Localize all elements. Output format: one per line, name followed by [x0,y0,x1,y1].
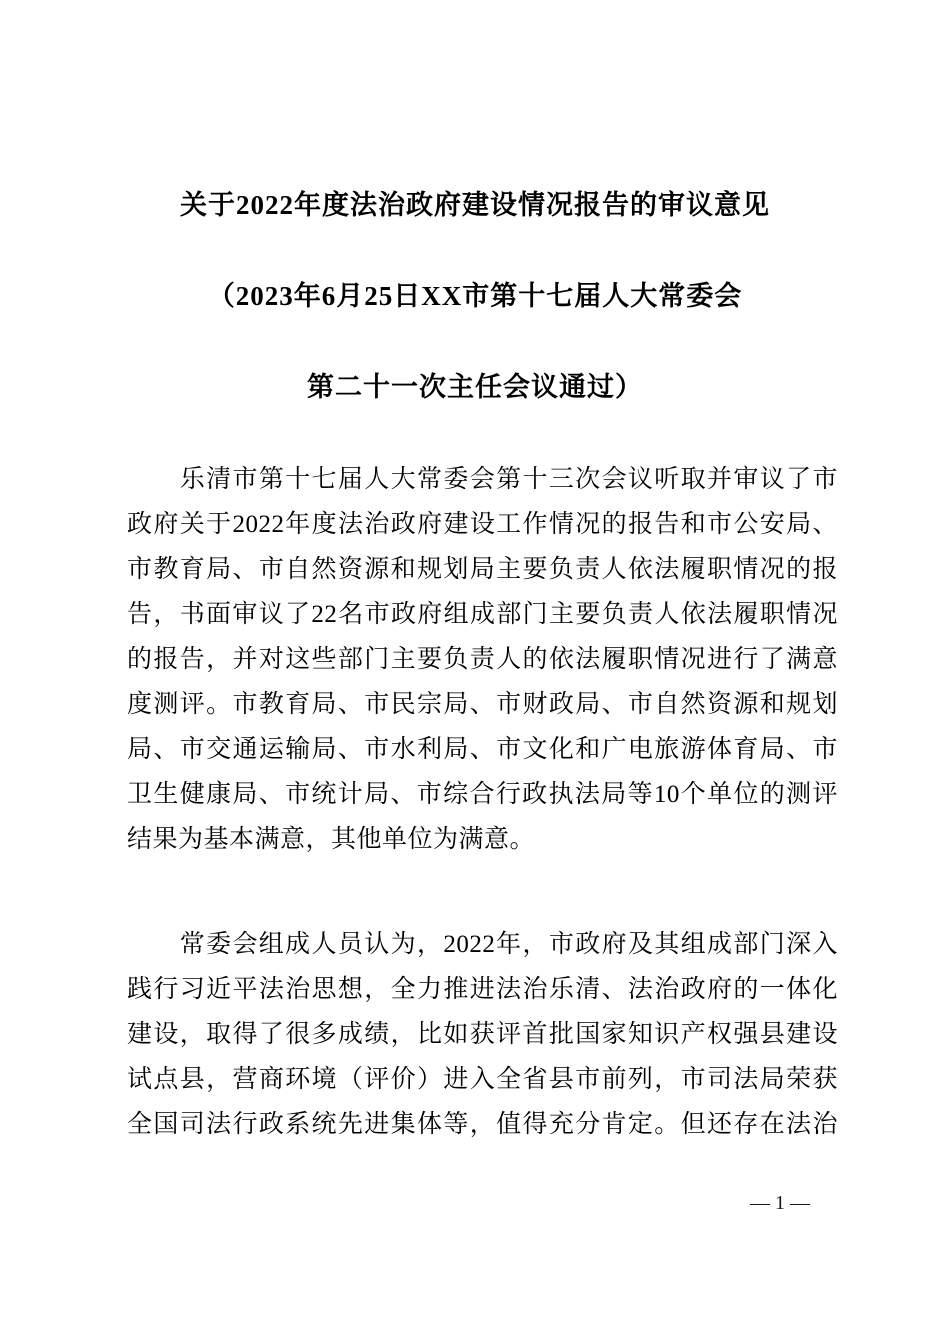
body-text-line: 乐清市第十七届人大常委会第十三次会议听取并审议了市 [127,466,838,493]
paragraph-2 [127,922,838,1147]
body-text-line: 试点县，营商环境（评价）进入全省县市前列，市司法局荣获 [127,1066,838,1093]
body-text-line: 的报告，并对这些部门主要负责人的依法履职情况进行了满意 [127,646,838,673]
doc-body [127,457,838,1147]
body-text-line: 度测评。市教育局、市民宗局、市财政局、市自然资源和规划 [127,691,838,718]
page-number: — 1 — [750,1192,810,1214]
doc-title [0,160,950,433]
body-text-line: 践行习近平法治思想，全力推进法治乐清、法治政府的一体化 [127,976,838,1003]
doc-title-line: 第二十一次主任会议通过） [307,372,643,402]
body-text-line: 市教育局、市自然资源和规划局主要负责人依法履职情况的报 [127,556,838,583]
body-text-line: 告，书面审议了22名市政府组成部门主要负责人依法履职情况 [127,601,838,628]
doc-title-line: 关于2022年度法治政府建设情况报告的审议意见 [180,190,770,220]
body-text-line: 常委会组成人员认为，2022年，市政府及其组成部门深入 [127,931,838,958]
body-text-line: 全国司法行政系统先进集体等，值得充分肯定。但还存在法治 [127,1111,838,1138]
doc-title-line: （2023年6月25日XX市第十七届人大常委会 [207,281,743,311]
paragraph-1 [127,457,838,862]
body-text-line: 结果为基本满意，其他单位为满意。 [127,826,536,853]
body-text-line: 政府关于2022年度法治政府建设工作情况的报告和市公安局、 [127,511,838,538]
body-text-line: 卫生健康局、市统计局、市综合行政执法局等10个单位的测评 [127,781,838,808]
body-text-line: 局、市交通运输局、市水利局、市文化和广电旅游体育局、市 [127,736,838,763]
body-text-line: 建设，取得了很多成绩，比如获评首批国家知识产权强县建设 [127,1021,838,1048]
